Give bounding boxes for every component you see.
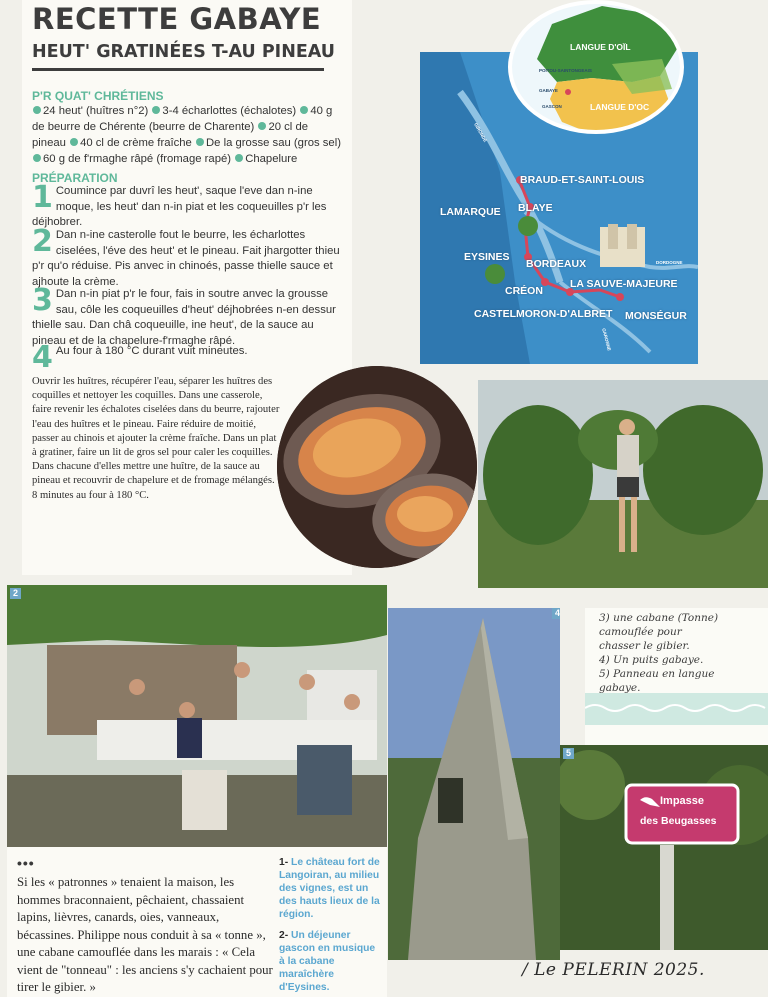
map-label-lamarque: LAMARQUE bbox=[440, 206, 501, 218]
bullet-icon bbox=[258, 122, 266, 130]
bullet-icon bbox=[70, 138, 78, 146]
map-label-sauve: LA SAUVE-MAJEURE bbox=[570, 278, 678, 290]
bullet-icon bbox=[33, 106, 41, 114]
bullet-icon bbox=[235, 154, 243, 162]
street-sign-photo bbox=[560, 745, 768, 950]
photo-number-2: 2 bbox=[10, 588, 21, 599]
bullet-icon bbox=[300, 106, 308, 114]
ingredient-item: 40 cl de crème fraîche bbox=[80, 137, 192, 149]
river-label-garonne: GARONNE bbox=[601, 327, 612, 352]
step-text: Coumince par duvrî les heut', saque l'eve dan n-ine moque, les heut' dan n-in piat et les coqueuilles p'r les déjhobrer. bbox=[32, 185, 327, 228]
step-4 bbox=[32, 340, 344, 375]
note-line: 5) Panneau en langue bbox=[599, 668, 715, 680]
bullet-icon bbox=[33, 154, 41, 162]
oysters-graphic bbox=[277, 366, 477, 568]
map-label-bordeaux: BORDEAUX bbox=[526, 258, 587, 270]
title-divider bbox=[32, 68, 324, 71]
article-dots: ••• bbox=[17, 855, 35, 871]
caption-text: Un déjeuner gascon en musique à la cabane maraîchère d'Eysines. bbox=[279, 930, 376, 993]
inset-label-oc: LANGUE D'OC bbox=[590, 102, 650, 112]
inset-label-gabaye: GABAYE bbox=[539, 88, 558, 93]
step-text: Au four à 180 °C durant vuit mineutes. bbox=[55, 345, 248, 357]
step-1 bbox=[32, 180, 344, 231]
handwritten-notes bbox=[599, 611, 767, 695]
step-3 bbox=[32, 283, 344, 349]
ingredients-list bbox=[32, 103, 342, 167]
stone-hut-photo bbox=[388, 608, 560, 960]
map-label-eysines: EYSINES bbox=[464, 251, 510, 263]
bullet-icon bbox=[196, 138, 204, 146]
map-label-monsegur: MONSÉGUR bbox=[625, 310, 687, 322]
step-text: Dan n-in piat p'r le four, fais in soutre anvec la grousse sau, côle les coqueuilles d'heut' déjhobrées n-en dessur thielle sau. Dan châ coqueuille, ine heut', de la sauce au pineau et de la chapelure-f'rmaghe râpé. bbox=[32, 288, 336, 347]
river-label-gironde: GIRONDE bbox=[473, 122, 488, 143]
map-label-castelmoron: CASTELMORON-D'ALBRET bbox=[474, 308, 613, 320]
handwritten-signature: / Le PELERIN 2025. bbox=[522, 960, 705, 980]
caption-number: 1- bbox=[279, 857, 289, 868]
note-line: chasser le gibier. bbox=[599, 640, 690, 652]
ingredient-item: De la grosse sau (gros sel) bbox=[206, 137, 341, 149]
ingredient-item: 60 g de f'rmaghe râpé (fromage rapé) bbox=[43, 153, 232, 165]
inset-label-oil: LANGUE D'OÏL bbox=[570, 42, 631, 52]
bullet-icon bbox=[152, 106, 160, 114]
garden-graphic bbox=[478, 380, 768, 588]
lunch-graphic bbox=[7, 585, 387, 847]
photo-number-5: 5 bbox=[563, 748, 574, 759]
note-line: 3) une cabane (Tonne) bbox=[599, 612, 719, 624]
french-translation: Ouvrir les huîtres, récupérer l'eau, séparer les huîtres des coquilles et nettoyer les coquilles. Dans une casserole, faire revenir les échalotes ciselées dans du beurre, rajouter l'eau des huîtres et le pineau. Faire réduire de moitié, passer au chinois et ajouter la crème fraîche. Dans un plat à gratiner, faire un lit de gros sel pour caler les coquilles. Dans chacune d'elles mettre une huître, de la sauce au pineau et recouvrir de chapelure et de fromage mélangés. 8 minutes au four à 180 °C. bbox=[32, 376, 280, 501]
photo-number-4: 4 bbox=[552, 608, 560, 619]
ingredients-heading: P'R QUAT' CHRÉTIENS bbox=[32, 89, 164, 103]
gratinated-oysters-photo bbox=[277, 366, 477, 568]
article-text: Si les « patronnes » tenaient la maison, les hommes braconnaient, pêchaient, chassaient lapins, lièvres, canards, oies, vanneaux, bécassines. Philippe nous conduit à sa « tonne », une cabane camouflée dans les marais : « Cela vient de "tonneau" : les anciens s'y cachaient pour tirer le gibier. » bbox=[17, 875, 273, 994]
man-in-garden-photo bbox=[478, 380, 768, 588]
ingredient-item: 40 g de beurre de Chérente (beurre de Charente) bbox=[32, 105, 333, 133]
preparation-heading: PRÉPARATION bbox=[32, 171, 118, 185]
note-line: camouflée pour bbox=[599, 626, 682, 638]
inset-label-gascon: GASCON bbox=[542, 104, 562, 109]
caption-number: 2- bbox=[279, 930, 289, 941]
map-label-blaye: BLAYE bbox=[518, 202, 553, 214]
caption-1 bbox=[279, 856, 381, 921]
note-line: gabaye. bbox=[599, 682, 641, 694]
inset-label-poitou: POITOU-SAINTONGEAIS bbox=[539, 68, 592, 73]
step-number: 4 bbox=[32, 340, 53, 375]
street-sign-graphic bbox=[560, 745, 768, 950]
recipe-title: RECETTE GABAYE bbox=[32, 2, 322, 36]
ingredient-item: 3-4 écharlottes (échalotes) bbox=[162, 105, 297, 117]
note-line: 4) Un puits gabaye. bbox=[599, 654, 704, 666]
sign-text-beugasses: des Beugasses bbox=[640, 815, 717, 827]
step-number: 3 bbox=[32, 283, 53, 318]
caption-text: Le château fort de Langoiran, au milieu des vignes, est un des hauts lieux de la région. bbox=[279, 857, 380, 920]
river-label-dordogne: DORDOGNE bbox=[656, 260, 683, 265]
outdoor-lunch-photo bbox=[7, 585, 387, 847]
france-inset-map bbox=[508, 0, 684, 134]
step-number: 1 bbox=[32, 180, 53, 215]
step-text: Dan n-ine casterolle fout le beurre, les écharlottes ciselées, l'éve des heut' et le pineau. Fait jhargotter thieu p'r qu'o réduise. Pis anvec in chinoés, passe thielle sauce et ajhoute la crème. bbox=[32, 229, 340, 288]
map-label-braud: BRAUD-ET-SAINT-LOUIS bbox=[520, 174, 645, 186]
step-2 bbox=[32, 224, 344, 290]
map-label-creon: CRÉON bbox=[505, 285, 543, 297]
step-number: 2 bbox=[32, 224, 53, 259]
recipe-subtitle: HEUT' GRATINÉES T-AU PINEAU bbox=[32, 42, 336, 62]
handwritten-note bbox=[585, 608, 768, 748]
ingredient-item: Chapelure bbox=[245, 153, 298, 165]
ingredient-item: 20 cl de pineau bbox=[32, 121, 309, 149]
stone-hut-graphic bbox=[388, 608, 560, 960]
ingredient-item: 24 heut' (huîtres n°2) bbox=[43, 105, 149, 117]
photo-captions bbox=[279, 856, 381, 994]
sign-text-impasse: Impasse bbox=[660, 795, 705, 807]
caption-2 bbox=[279, 929, 381, 994]
